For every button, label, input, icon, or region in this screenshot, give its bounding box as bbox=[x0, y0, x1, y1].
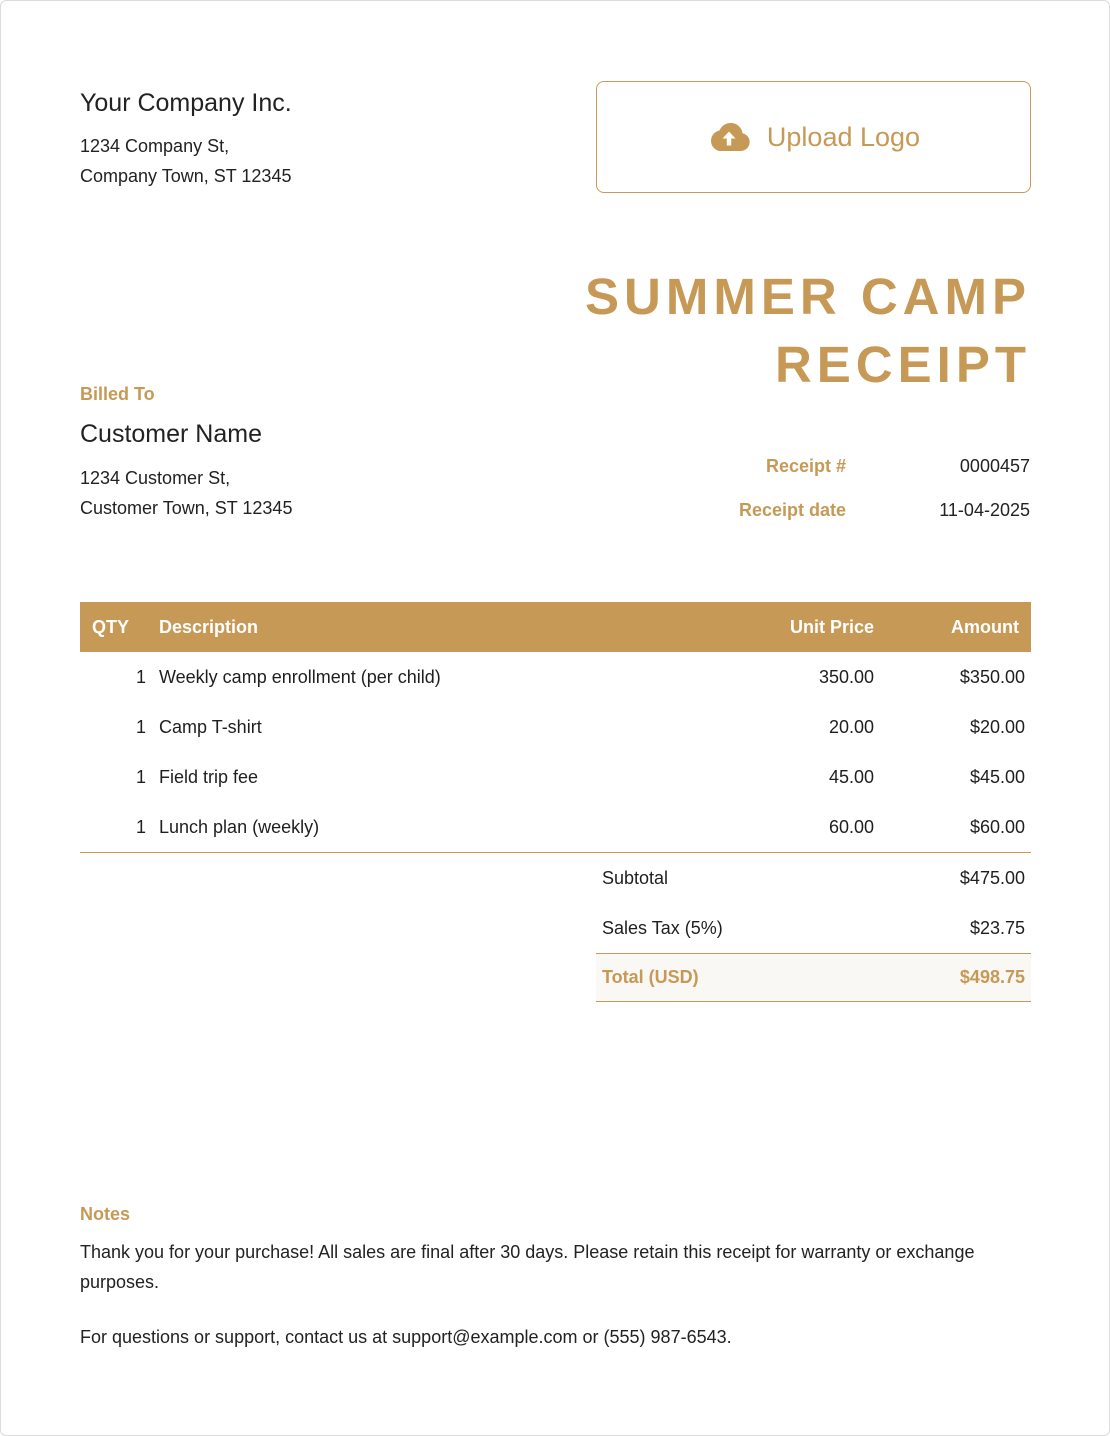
customer-address-line2: Customer Town, ST 12345 bbox=[80, 498, 293, 518]
row-unit-price: 350.00 bbox=[818, 666, 874, 687]
row-description: Camp T-shirt bbox=[159, 716, 262, 737]
sales-tax-label: Sales Tax (5%) bbox=[602, 917, 723, 938]
subtotal-label: Subtotal bbox=[602, 867, 669, 888]
receipt-date-value: 11-04-2025 bbox=[939, 500, 1030, 520]
row-unit-price: 20.00 bbox=[828, 716, 874, 737]
customer-address-line1: 1234 Customer St, bbox=[80, 468, 231, 488]
receipt-date-label: Receipt date bbox=[738, 500, 846, 520]
table-row bbox=[80, 652, 1031, 702]
receipt-title-line2: RECEIPT bbox=[774, 336, 1031, 393]
row-qty: 1 bbox=[135, 716, 146, 737]
receipt-number-label: Receipt # bbox=[765, 456, 846, 476]
receipt-title bbox=[585, 263, 1031, 399]
notes-label: Notes bbox=[80, 1204, 131, 1224]
billed-to-label: Billed To bbox=[80, 384, 155, 404]
subtotal-value: $475.00 bbox=[959, 867, 1025, 888]
qty-header: QTY bbox=[92, 616, 130, 637]
contact-text: For questions or support, contact us at support@example.com or (555) 987-6543. bbox=[80, 1327, 732, 1347]
line-items-table bbox=[80, 602, 1031, 853]
row-unit-price: 60.00 bbox=[694, 802, 874, 853]
upload-logo-button[interactable] bbox=[596, 81, 1031, 193]
table-row bbox=[80, 802, 1031, 853]
upload-logo-label: Upload Logo bbox=[766, 121, 921, 152]
cloud-upload-icon bbox=[707, 122, 751, 152]
company-address-line2: Company Town, ST 12345 bbox=[80, 166, 292, 186]
table-row bbox=[80, 702, 1031, 752]
company-address bbox=[80, 131, 291, 191]
row-amount: $45.00 bbox=[969, 766, 1025, 787]
customer-address bbox=[80, 463, 292, 523]
table-row bbox=[80, 752, 1031, 802]
notes-text: Thank you for your purchase! All sales are final after 30 days. Please retain this receipt for warranty or exchange purposes. bbox=[80, 1242, 975, 1292]
row-unit-price: 45.00 bbox=[828, 766, 874, 787]
row-description: Field trip fee bbox=[159, 766, 259, 787]
customer-name: Customer Name bbox=[80, 420, 262, 448]
description-header: Description bbox=[159, 616, 259, 637]
amount-header: Amount bbox=[951, 616, 1019, 637]
total-label: Total (USD) bbox=[602, 967, 699, 987]
company-address-line1: 1234 Company St, bbox=[80, 136, 230, 156]
total-row bbox=[596, 953, 1031, 1002]
row-qty: 1 bbox=[135, 666, 146, 687]
total-value: $498.75 bbox=[959, 967, 1025, 987]
receipt-title-line1: SUMMER CAMP bbox=[585, 268, 1031, 325]
sales-tax-row bbox=[596, 903, 1031, 953]
company-name: Your Company Inc. bbox=[80, 89, 292, 117]
row-qty: 1 bbox=[80, 802, 159, 853]
receipt-number-value: 0000457 bbox=[959, 456, 1030, 476]
row-amount: $60.00 bbox=[874, 802, 1031, 853]
row-amount: $350.00 bbox=[959, 666, 1025, 687]
row-description: Weekly camp enrollment (per child) bbox=[159, 666, 441, 687]
row-qty: 1 bbox=[135, 766, 146, 787]
totals-section bbox=[596, 853, 1031, 1002]
unit-price-header: Unit Price bbox=[789, 616, 874, 637]
table-header-row bbox=[80, 602, 1031, 652]
sales-tax-value: $23.75 bbox=[969, 917, 1025, 938]
row-amount: $20.00 bbox=[969, 716, 1025, 737]
row-description: Lunch plan (weekly) bbox=[159, 802, 694, 853]
subtotal-row bbox=[596, 853, 1031, 903]
